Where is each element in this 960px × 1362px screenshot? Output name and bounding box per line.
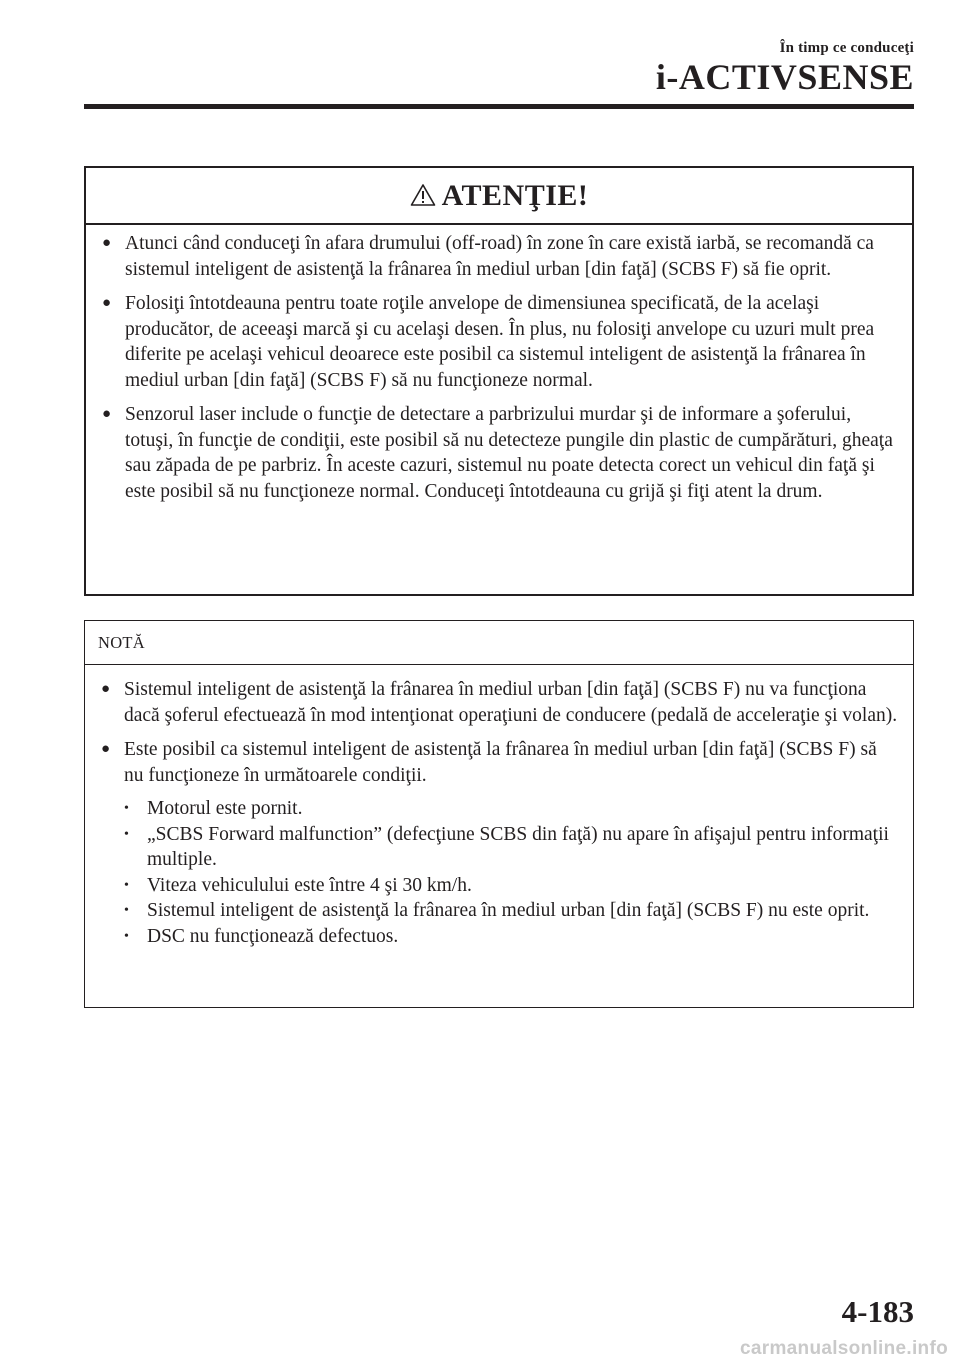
bullet-icon: ● — [102, 406, 112, 422]
sub-bullet-icon: • — [124, 801, 129, 816]
sub-bullet-icon: • — [124, 877, 129, 893]
sub-list-item-text: Sistemul inteligent de asistenţă la frânarea în mediul urban [din faţă] (SCBS F) nu este oprit. — [147, 900, 870, 921]
sub-list-item — [124, 898, 899, 924]
sub-list-item-text: DSC nu funcţionează defectuos. — [147, 925, 399, 947]
sub-list-item-text: Motorul este pornit. — [147, 798, 303, 819]
sub-bullet-icon: • — [124, 826, 129, 842]
list-item-text: Este posibil ca sistemul inteligent de asistenţă la frânarea în mediul urban [din faţă] (SCBS F) să nu funcţioneze în următoarele condiţii. — [124, 739, 877, 786]
caution-header — [86, 168, 912, 225]
sub-list-item — [124, 924, 899, 950]
section-label: În timp ce conduceţi — [779, 40, 914, 56]
caution-list — [100, 231, 898, 504]
sub-bullet-icon: • — [124, 903, 129, 918]
sub-list-item — [124, 796, 899, 822]
bullet-icon: ● — [102, 235, 112, 251]
list-item-text: Atunci când conduceţi în afara drumului (off-road) în zone în care există iarbă, se recomandă ca sistemul inteligent de asistenţă la frânarea în mediul urban [din faţă] (SCBS F) să fie oprit. — [125, 233, 874, 280]
sub-list-item-text: Viteza vehiculului este între 4 şi 30 km/h. — [147, 874, 472, 896]
sub-list-item — [124, 822, 899, 873]
page-number: 4-183 — [841, 1294, 914, 1329]
list-item-text: Folosiţi întotdeauna pentru toate roţile anvelope de dimensiunea specificată, de la acelaşi producător, de aceeaşi marcă şi cu acelaşi desen. În plus, nu folosiţi anvelope cu uzuri mult prea diferite pe acelaşi vehicul deoarece este posibil ca sistemul inteligent de asistenţă la frânarea în mediul urban [din faţă] (SCBS F) să nu funcţioneze normal. — [125, 293, 875, 391]
sub-bullet-icon: • — [124, 928, 129, 944]
list-item — [99, 737, 899, 949]
list-item — [100, 402, 898, 504]
list-item-text: Senzorul laser include o funcţie de detectare a parbrizului murdar şi de informare a şoferului, totuşi, în funcţie de condiţii, este posibil să nu detecteze pungile din plastic de cumpărături, gheaţa sau zăpada de pe parbriz. În aceste cazuri, sistemul nu poate detecta corect un vehicul din faţă şi este posibil să nu funcţioneze normal. Conduceţi întotdeauna cu grijă şi fiţi atent la drum. — [125, 404, 893, 502]
sub-list-item — [124, 873, 899, 899]
watermark: carmanualsonline.info — [740, 1338, 948, 1359]
list-item — [100, 231, 898, 282]
bullet-icon: ● — [101, 741, 111, 757]
caution-box — [84, 166, 914, 596]
list-item — [100, 291, 898, 393]
list-item — [99, 677, 899, 728]
note-title: NOTĂ — [98, 632, 146, 652]
note-header — [85, 621, 913, 665]
sub-list-item-text: „SCBS Forward malfunction” (defecţiune SCBS din faţă) nu apare în afişajul pentru informaţii multiple. — [147, 823, 889, 870]
note-box — [84, 620, 914, 1008]
caution-title: ATENŢIE! — [441, 178, 589, 212]
condition-list — [124, 796, 899, 949]
bullet-icon: ● — [102, 295, 112, 311]
warning-triangle-icon — [410, 183, 436, 207]
list-item-text: Sistemul inteligent de asistenţă la frânarea în mediul urban [din faţă] (SCBS F) nu va funcţiona dacă şoferul efectuează în mod intenţionat operaţiuni de conducere (pedală de acceleraţie şi volan). — [124, 679, 898, 726]
page-title: i-ACTIVSENSE — [655, 57, 914, 97]
bullet-icon: ● — [101, 681, 111, 697]
header-divider — [84, 104, 914, 109]
note-list — [99, 677, 899, 949]
